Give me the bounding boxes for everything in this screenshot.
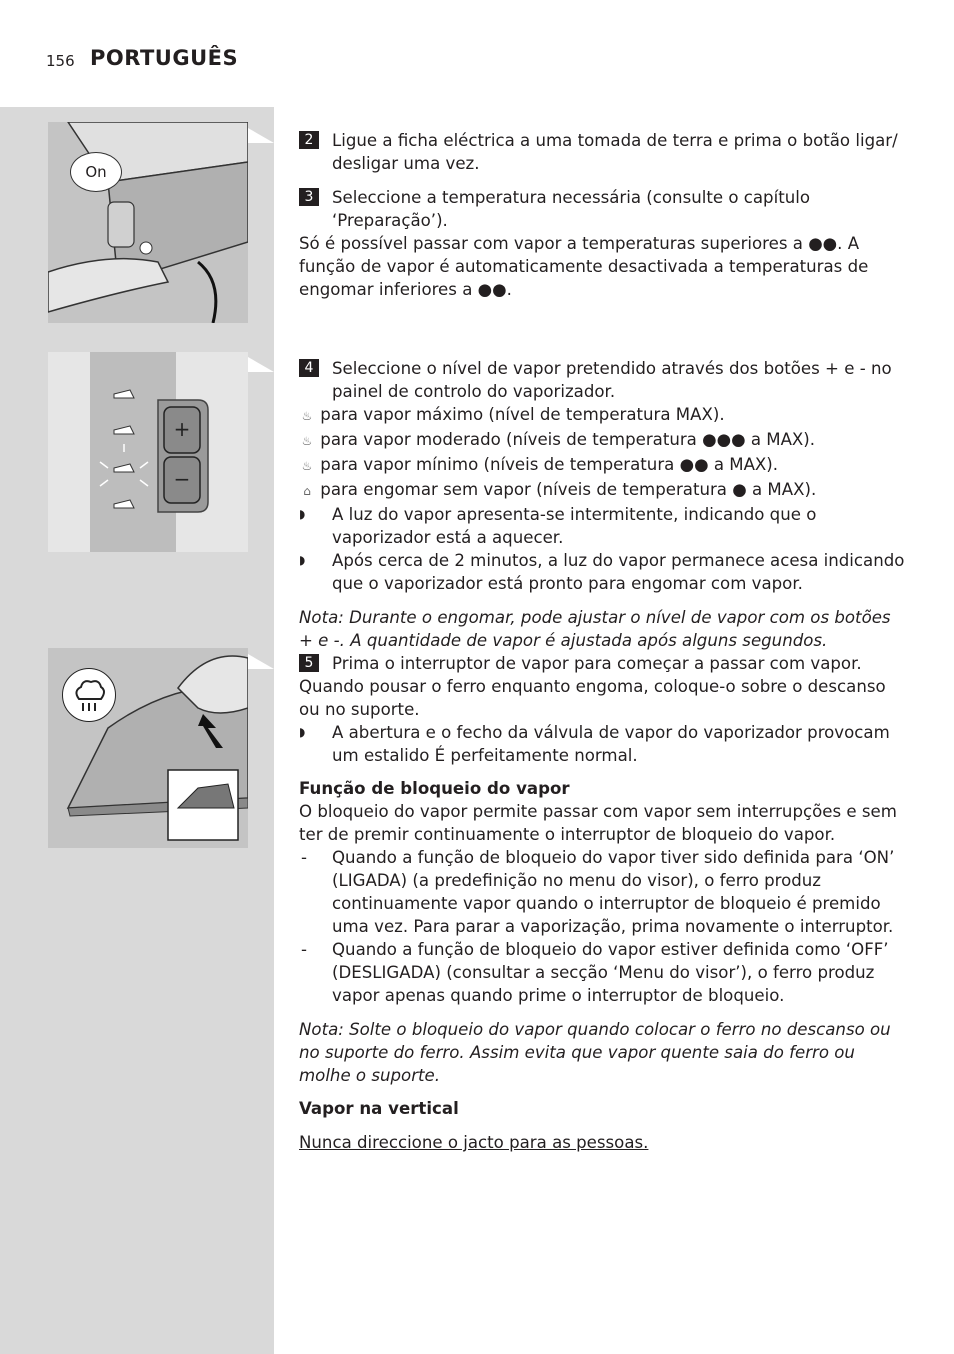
vertical-steam-heading: Vapor na vertical — [299, 1099, 459, 1118]
steam-lock-paragraph: O bloqueio do vapor permite passar com vapor sem interrupções e sem ter de premir continuamente o interruptor de bloqueio do vapor. — [299, 802, 897, 844]
steam-level-moderate: ♨ para vapor moderado (níveis de temperatura ●●● a MAX). — [299, 428, 907, 453]
svg-text:+: + — [173, 417, 191, 441]
bullet-arrow-icon: ◗ — [299, 553, 306, 567]
step-5 — [299, 652, 907, 675]
dash-item: - Quando a função de bloqueio do vapor estiver definida como ‘OFF’ (DESLIGADA) (consultar a secção ‘Menu do visor’), o ferro produz vapor apenas quando prime o interruptor de bloqueio. — [301, 940, 889, 1005]
temperature-paragraph: Só é possível passar com vapor a temperaturas superiores a ●●. A função de vapor é automaticamente desactivada a temperaturas de engomar inferiores a ●●. — [299, 234, 869, 299]
step-number: 3 — [299, 188, 319, 206]
step-text: Seleccione a temperatura necessária (consulte o capítulo ‘Preparação’). — [332, 188, 810, 230]
step-3 — [299, 186, 907, 232]
vertical-steam-warning: Nunca direccione o jacto para as pessoas. — [299, 1133, 649, 1152]
iron-power-illustration — [48, 122, 248, 323]
pointer-notch — [248, 128, 274, 158]
steam-panel-illustration — [48, 352, 248, 552]
step-text: Prima o interruptor de vapor para começar a passar com vapor. — [332, 654, 862, 673]
figure-steam-panel — [48, 352, 248, 552]
bullet-item: ◗ A luz do vapor apresenta-se intermitente, indicando que o vaporizador está a aquecer. — [299, 505, 817, 547]
step-number: 2 — [299, 131, 319, 149]
step-text: Seleccione o nível de vapor pretendido através dos botões + e - no painel de controlo do vaporizador. — [332, 359, 892, 401]
step-5-paragraph: Quando pousar o ferro enquanto engoma, coloque-o sobre o descanso ou no suporte. — [299, 677, 886, 719]
figure-power-on — [48, 122, 248, 323]
step-2 — [299, 129, 907, 175]
svg-text:−: − — [173, 467, 191, 491]
note-steam-adjust: Nota: Durante o engomar, pode ajustar o nível de vapor com os botões + e -. A quantidade de vapor é ajustada após alguns segundos. — [299, 608, 891, 650]
pointer-notch — [248, 654, 274, 684]
steam-level-off: ⌂ para engomar sem vapor (níveis de temperatura ● a MAX). — [299, 478, 907, 503]
on-label-bubble: On — [70, 152, 122, 192]
step-text: Ligue a ficha eléctrica a uma tomada de terra e prima o botão ligar/ desligar uma vez. — [332, 131, 898, 173]
pointer-notch — [248, 357, 274, 387]
dash-item: - Quando a função de bloqueio do vapor tiver sido definida para ‘ON’ (LIGADA) (a predefinição no menu do visor), o ferro produz continuamente vapor quando o interruptor de bloqueio é premido uma vez. Para parar a vaporização, prima novamente o interruptor. — [301, 848, 895, 936]
page-number: 156 — [46, 52, 75, 70]
step-number: 5 — [299, 654, 319, 672]
bullet-arrow-icon: ◗ — [299, 507, 306, 521]
bullet-arrow-icon: ◗ — [299, 725, 306, 739]
step-4 — [299, 357, 907, 403]
step-number: 4 — [299, 359, 319, 377]
step-4-block — [299, 357, 907, 652]
step-5-block — [299, 652, 907, 1154]
note-steam-lock: Nota: Solte o bloqueio do vapor quando colocar o ferro no descanso ou no suporte do ferro. Assim evita que vapor quente saia do ferro ou molhe o suporte. — [299, 1020, 891, 1085]
figure-steam-trigger — [48, 648, 248, 848]
bullet-item: ◗ Após cerca de 2 minutos, a luz do vapor permanece acesa indicando que o vaporizador está pronto para engomar com vapor. — [299, 551, 905, 593]
iron-no-steam-icon: ⌂ — [303, 484, 311, 498]
section-title: PORTUGUÊS — [90, 46, 239, 70]
steam-lock-heading: Função de bloqueio do vapor — [299, 779, 570, 798]
bullet-item: ◗ A abertura e o fecho da válvula de vapor do vaporizador provocam um estalido É perfeitamente normal. — [299, 723, 890, 765]
steam-min-icon: ♨ — [301, 459, 313, 473]
step-2-3-block — [299, 129, 907, 301]
steam-max-icon: ♨ — [301, 409, 313, 423]
steam-level-max: ♨ para vapor máximo (nível de temperatura MAX). — [299, 403, 907, 428]
steam-cloud-icon — [62, 668, 116, 722]
steam-level-min: ♨ para vapor mínimo (níveis de temperatura ●● a MAX). — [299, 453, 907, 478]
steam-moderate-icon: ♨ — [301, 434, 313, 448]
